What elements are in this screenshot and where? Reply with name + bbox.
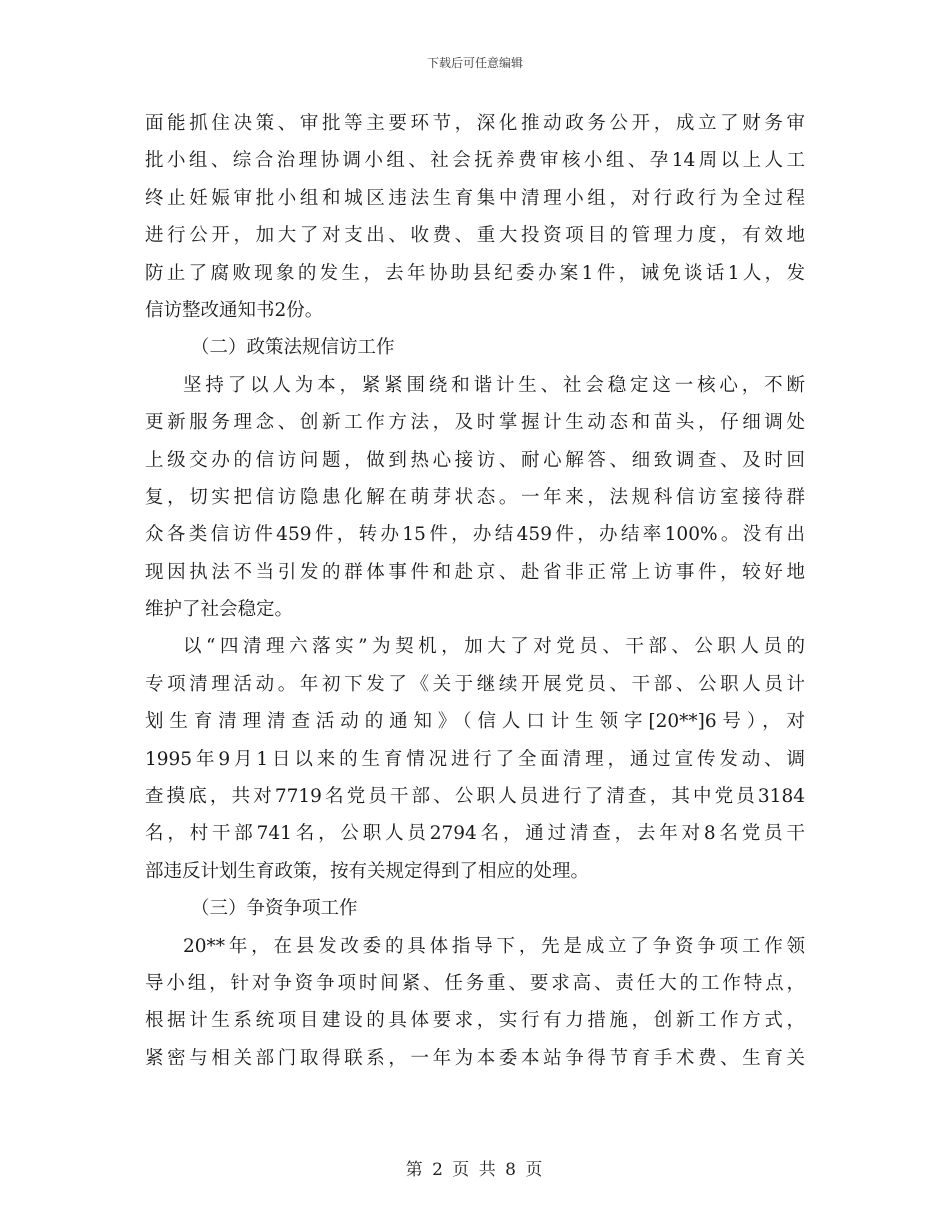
body-line: 面能抓住决策、审批等主要环节，深化推动政务公开，成立了财务审 — [145, 113, 805, 134]
body-line: 部违反计划生育政策，按有关规定得到了相应的处理。 — [145, 860, 590, 882]
body-line: 坚持了以人为本，紧紧围绕和谐计生、社会稳定这一核心，不断 — [183, 374, 805, 396]
document-body — [145, 105, 805, 1077]
body-line: 名，村干部741名，公职人员2794名，通过清查，去年对8名党员干 — [145, 823, 805, 845]
body-line: 查摸底，共对7719名党员干部、公职人员进行了清查，其中党员3184 — [145, 786, 805, 808]
body-line: 上级交办的信访问题，做到热心接访、耐心解答、细致调查、及时回 — [145, 449, 805, 471]
body-line: 导小组，针对争资争项时间紧、任务重、要求高、责任大的工作特点， — [145, 972, 805, 994]
body-line: 紧密与相关部门取得联系，一年为本委本站争得节育手术费、生育关 — [145, 1047, 805, 1069]
body-line: 众各类信访件459件，转办15件，办结459件，办结率100%。没有出 — [145, 524, 805, 546]
section-heading: （二）政策法规信访工作 — [191, 337, 395, 359]
body-line: 1995年9月1日以来的生育情况进行了全面清理，通过宣传发动、调 — [145, 748, 805, 770]
body-line: 现因执法不当引发的群体事件和赴京、赴省非正常上访事件，较好地 — [145, 561, 805, 583]
body-line: 以“四清理六落实”为契机，加大了对党员、干部、公职人员的 — [183, 636, 805, 658]
body-line: 进行公开，加大了对支出、收费、重大投资项目的管理力度，有效地 — [145, 225, 805, 247]
body-line: 根据计生系统项目建设的具体要求，实行有力措施，创新工作方式， — [145, 1010, 805, 1032]
body-line: 批小组、综合治理协调小组、社会抚养费审核小组、孕14周以上人工 — [145, 150, 805, 172]
body-line: 信访整改通知书2份。 — [145, 299, 324, 321]
page-number-footer: 第 2 页 共 8 页 — [405, 1160, 545, 1180]
body-line: 复，切实把信访隐患化解在萌芽状态。一年来，法规科信访室接待群 — [145, 486, 805, 508]
body-line: 防止了腐败现象的发生，去年协助县纪委办案1件，诫免谈话1人，发 — [145, 262, 805, 284]
body-line: 维护了社会稳定。 — [145, 599, 294, 621]
body-line: 划生育清理清查活动的通知》（信人口计生领字[20**]6号），对 — [145, 711, 805, 733]
section-heading: （三）争资争项工作 — [191, 898, 358, 920]
body-line: 专项清理活动。年初下发了《关于继续开展党员、干部、公职人员计 — [145, 673, 805, 695]
body-line: 20**年，在县发改委的具体指导下，先是成立了争资争项工作领 — [183, 935, 805, 957]
body-line: 终止妊娠审批小组和城区违法生育集中清理小组，对行政行为全过程 — [145, 187, 805, 209]
body-line: 更新服务理念、创新工作方法，及时掌握计生动态和苗头，仔细调处 — [145, 412, 805, 434]
page-header: 下载后可任意编辑 — [426, 56, 523, 70]
